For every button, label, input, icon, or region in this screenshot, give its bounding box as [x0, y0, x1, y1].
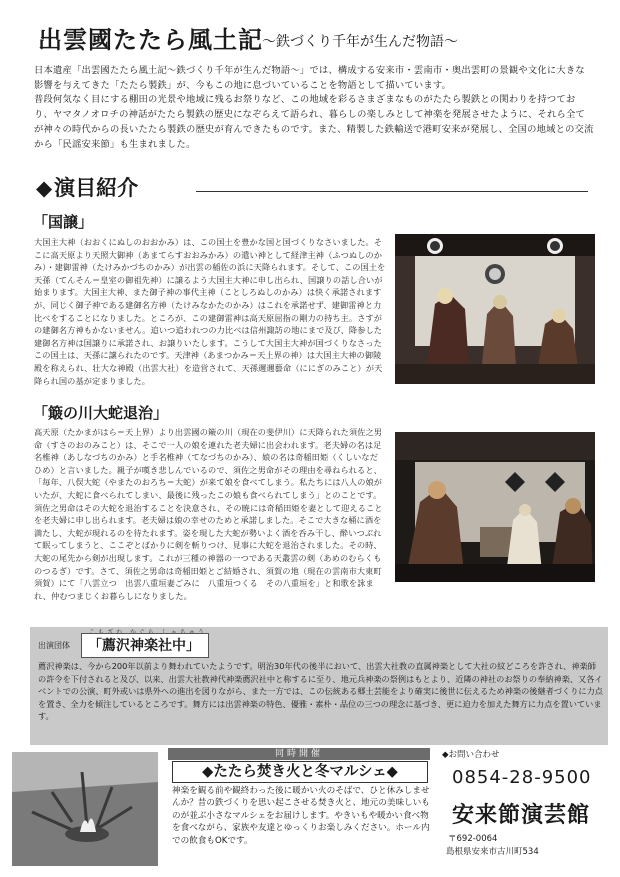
intro-block: [34, 64, 594, 152]
troupe-name-text: 薦沢神楽社中: [102, 638, 186, 654]
bonfire-image: [12, 752, 158, 866]
intro-paragraph-1: 日本遺産「出雲國たたら風土記〜鉄づくり千年が生んだ物語〜」では、構成する安来市・雲南市・奥出雲町の景観や文化に大きな影響を与えてきた「たたら製鉄」が、今もこの地に息づいていることを物語として描いています。: [34, 65, 585, 91]
kagura-stage-photo-1: [395, 234, 595, 384]
program-1-photo: [395, 234, 595, 384]
intro-paragraph-2: 普段何気なく目にする棚田の光景や地域に残るお祭りなど、この地域を彩るさまざまなものがたたら製鉄との関わりを持つており、ヤマタノオロチの神話がたたら製鉄の歴史になぞらえて語られ、暮らしの楽しみとして神楽を発展させたように、それら全てが神々の時代からの長いたたら製鉄の歴史が育んできたものです。また、精製した鉄輸送で港町安来が発展し、全国の地域との交流から「民謡安来節」も生まれました。: [34, 94, 594, 150]
contact-venue-name: 安来節演芸館: [452, 802, 591, 828]
diamond-icon: ◆: [36, 175, 53, 200]
event-title: ◆たたら焚き火と冬マルシェ◆: [172, 761, 428, 783]
page-subtitle: 〜鉄づくり千年が生んだ物語〜: [262, 34, 458, 50]
program-2-paragraph: 高天原（たかまがはら＝天上界）より出雲國の簸の川（現在の斐伊川）に天降られた須佐之男命（すさのおのみこと）は、そこで一人の娘を連れた老夫婦に出会われます。老夫婦の名は足名椎神（あしなづちのかみ）と手名椎神（てなづちのかみ）、娘の名は奇稲田姫（くしいなだひめ）と言いました。親子が嘆き悲しんでいるので、須佐之男命がその理由を尋ねられると、「毎年、八俣大蛇（やまたのおろち＝大蛇）が来て娘を食べてしまう。私たちには八人の娘がいたが、大蛇に食べられてしまい、最後に残ったこの娘も食べられてしまう」とのことです。須佐之男命はその大蛇を退治することを決意され、その暁には奇稲田姫を妻として迎えることを老夫婦に申し出られます。老夫婦は娘の幸せのためと承諾しました。そこで大きな桶に酒を満たし、大蛇が現れるのを待たれます。姿を現した大蛇が勢いよく酒を呑み干し、酔いつぶれて眠ってしまうと、ここぞとばかりに剣を斬りつけ、見事に大蛇を退治されました。その時、大蛇の尾先から剣が出現します。これが三種の神器の一つである天叢雲の剣（あめのむらくものつるぎ）です。さて、須佐之男命は奇稲田姫とご結婚され、須賀の地（現在の雲南市大東町須賀）にて「八雲立つ 出雲八重垣妻ごみに 八重垣つくる その八重垣を」と和歌を詠まれ、仲むつまじくお暮らしになりました。: [34, 427, 383, 601]
contact-label: ◆お問い合わせ: [442, 750, 500, 760]
troupe-text: 薦沢神楽は、今から200年以前より舞われていたようです。明治30年代の後半において、出雲大社教の直属神楽として大社の紋どころを許され、神楽師の許令を下付されると及び、以来、出雲大社教神代神楽薦沢社中と称するに至り、地元兵神楽の祭例はもとより、近隣の神社のお祭りの奉納神楽、又各イベントでの公演、町外或いは県外への進出を図りながら、また一方では、この伝統ある郷土芸能をより確実に後世に伝えるため神楽の後継者づくりに力点を置き、全力を傾注しているところです。舞方には出雲神楽の特色、優雅・素朴・品位の三つの理念に基づき、更に迫力を加えた舞方に力点を置いています。: [38, 661, 603, 722]
contact-zip: 〒692-0064: [448, 834, 498, 844]
event-text: 神楽を観る前や観終わった後に暖かい火のそばで、ひと休みしませんか？昔の鉄づくりを思い起こさせる焚き火と、地元の美味しいものが並ぶ小さなマルシェをお届けします。やきいもや暖かい食べ物を食べながら、家族や友達とゆっくりお楽しみください。ホール内での飲食もOKです。: [172, 786, 430, 846]
program-1-title: 「国譲」: [33, 213, 94, 231]
program-1-text: 大国主大神（おおくにぬしのおおかみ）は、この国土を豊かな国と国づくりなさいました。そこに高天原より天照大御神（あまてらすおおみかみ）の遣い神として経津主神（ふつぬしのかみ）・建御雷神（たけみかづちのかみ）が出雲の稲佐の浜に天降られます。そして、この国土を天孫（てんそん＝皇室の御祖先神）に譲るよう大国主大神に申し出られ、国譲りの話し合いが始まります。大国主大神、また御子神の事代主神（ことしろぬしのかみ）は快く承諾されますが、同じく御子神である建御名方神（たけみなかたのかみ）はこれを承諾せず、建御雷神と力比べをすることになりました。ところが、この建御雷神は高天原屈指の剛力の持ち主。さすがの建御名方神もかないません。追いつ追われつの力比べは信州諏訪の地にまで及び、降参した建御名方神は国譲りに承諾され、お譲りいたします。こうして大国主大神が国づくりなさったこの国土は、天孫に譲られたのです。天津神（あまつかみ＝天上界の神）は大国主大神の御陵殿を称えられ、壮大な神殿（出雲大社）を造営されて、天孫邇邇藝命（ににぎのみこと）が天降られ国の基が定まりました。: [34, 237, 386, 386]
contact-phone[interactable]: 0854-28-9500: [452, 767, 592, 788]
kagura-stage-photo-2: [395, 432, 595, 582]
page-title: 出雲國たたら風土記: [38, 25, 263, 54]
bonfire-photo: [12, 752, 158, 866]
program-2-photo: [395, 432, 595, 582]
heading-rule: [196, 191, 588, 192]
program-2-title: 「簸の川大蛇退治」: [33, 404, 169, 422]
troupe-name: 「薦沢神楽社中」: [81, 633, 209, 658]
contact-address: 島根県安来市古川町534: [446, 847, 539, 857]
troupe-label: 出演団体: [38, 641, 70, 650]
event-banner: 同時開催: [168, 748, 430, 760]
section-heading-text: 演目紹介: [54, 175, 139, 200]
section-heading: [36, 172, 138, 202]
